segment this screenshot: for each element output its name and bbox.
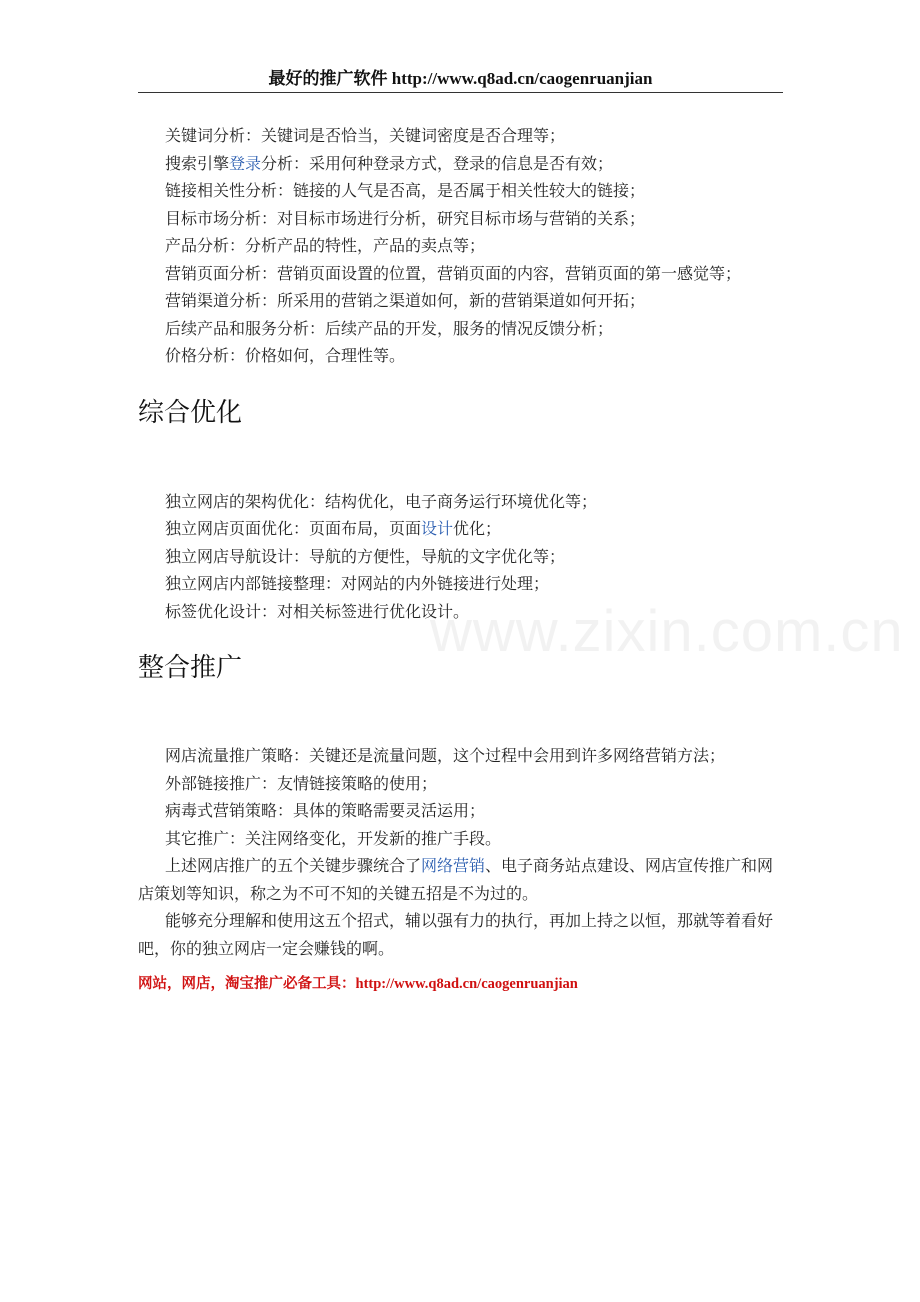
login-link[interactable]: 登录 <box>229 153 262 173</box>
network-marketing-link[interactable]: 网络营销 <box>421 856 486 875</box>
analysis-list <box>138 122 783 370</box>
promotion-list <box>138 742 783 962</box>
section-title-promotion: 整合推广 <box>138 653 243 683</box>
page-header <box>138 66 783 93</box>
paragraph-text: 优化； <box>453 519 502 538</box>
footer-text: 网站，网店，淘宝推广必备工具：http://www.q8ad.cn/caogenruanjian <box>138 976 578 992</box>
paragraph <box>138 515 783 543</box>
paragraph: 外部链接推广：友情链接策略的使用； <box>165 773 438 793</box>
page-footer <box>138 973 783 995</box>
section-title-optimization: 综合优化 <box>138 397 243 428</box>
paragraph: 目标市场分析：对目标市场进行分析，研究目标市场与营销的关系； <box>165 208 646 228</box>
paragraph: 能够充分理解和使用这五个招式，辅以强有力的执行，再加上持之以恒，那就等着看好吧，你的独立网店一定会赚钱的啊。 <box>138 911 774 958</box>
paragraph: 独立网店的架构优化：结构优化，电子商务运行环境优化等； <box>165 491 598 511</box>
paragraph: 标签优化设计：对相关标签进行优化设计。 <box>165 601 470 621</box>
paragraph-text: 独立网店页面优化：页面布局，页面 <box>165 519 422 538</box>
document-body <box>138 122 783 995</box>
paragraph-text: 上述网店推广的五个关键步骤统合了 <box>165 856 422 875</box>
design-link[interactable]: 设计 <box>421 519 454 538</box>
paragraph-text: 、电子商务站点建设、网店宣传推广和网店策划等知识，称之为不可不知的关键五招是不为过的。 <box>138 856 774 903</box>
paragraph <box>138 852 783 907</box>
watermark-text: www.zixin.com.cn <box>430 599 904 664</box>
paragraph <box>138 150 783 178</box>
paragraph: 营销页面分析：营销页面设置的位置，营销页面的内容，营销页面的第一感觉等； <box>165 263 742 283</box>
paragraph: 独立网店导航设计：导航的方便性，导航的文字优化等； <box>165 546 566 566</box>
paragraph: 网店流量推广策略：关键还是流量问题，这个过程中会用到许多网络营销方法； <box>165 746 726 765</box>
paragraph: 产品分析：分析产品的特性，产品的卖点等； <box>165 236 486 255</box>
paragraph: 独立网店内部链接整理：对网站的内外链接进行处理； <box>165 574 550 593</box>
paragraph: 价格分析：价格如何，合理性等。 <box>165 346 406 365</box>
paragraph: 关键词分析：关键词是否恰当，关键词密度是否合理等； <box>165 126 566 145</box>
optimization-list <box>138 488 783 626</box>
paragraph-text: 搜索引擎 <box>165 153 230 173</box>
paragraph: 其它推广：关注网络变化，开发新的推广手段。 <box>165 828 502 848</box>
paragraph: 后续产品和服务分析：后续产品的开发，服务的情况反馈分析； <box>165 318 614 338</box>
paragraph: 链接相关性分析：链接的人气是否高，是否属于相关性较大的链接； <box>165 181 646 200</box>
header-title: 最好的推广软件 http://www.q8ad.cn/caogenruanjian <box>268 69 653 88</box>
paragraph-text: 分析：采用何种登录方式，登录的信息是否有效； <box>261 153 614 173</box>
paragraph: 营销渠道分析：所采用的营销之渠道如何，新的营销渠道如何开拓； <box>165 291 646 310</box>
paragraph: 病毒式营销策略：具体的策略需要灵活运用； <box>165 801 486 820</box>
